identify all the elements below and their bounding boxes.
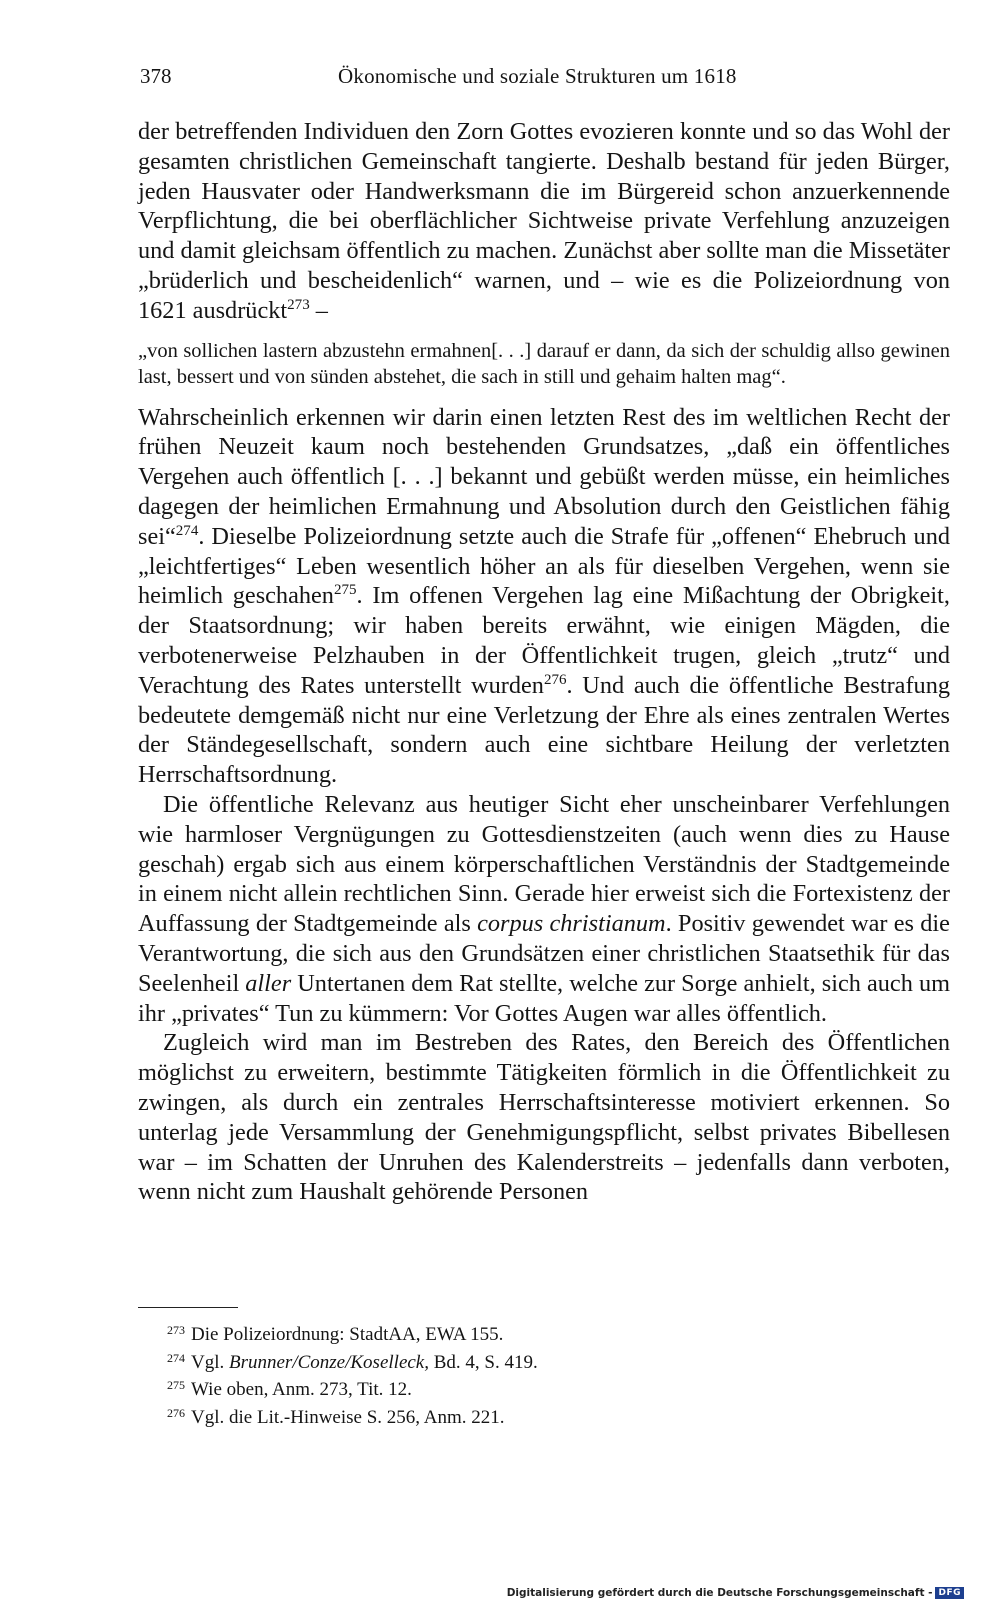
digitization-credit [507, 1587, 964, 1599]
block-quote: „von sollichen lastern abzustehn ermahnen[. . .] darauf er dann, da sich der schuldig allso gewinen last, bessert und von sünden abstehet, die sach in still und gehaim halten mag“. [138, 339, 950, 389]
footnote-number: 273 [167, 1323, 185, 1337]
footnote-ref-276[interactable]: 276 [543, 671, 567, 688]
footnote-276 [167, 1405, 927, 1433]
footnotes [167, 1322, 927, 1432]
footnote-274 [167, 1350, 927, 1378]
footnote-273 [167, 1322, 927, 1350]
paragraph-3-text-a: Die öffentliche Relevanz aus heutiger Sicht eher unscheinbarer Verfehlungen wie harmloser Vergnügungen zu Gottesdienstzeiten (auch wenn dies zu Hause geschah) ergab sich aus einem körperschaftlichen Verständnis der Stadtgemeinde in einem nicht allein rechtlichen Sinn. Gerade hier erweist sich die Fortexistenz der Auffassung der Stadtgemeinde als [138, 790, 950, 938]
paragraph-3-emphasis-aller: aller [245, 969, 292, 997]
paragraph-2-text-b: . Dieselbe Polizeiordnung setzte auch die Strafe für „offenen“ Ehebruch und „leichtfertiges“ Leben wesentlich höher an als für dieselben Vergehen, wenn sie heimlich geschahen [138, 522, 950, 610]
footnote-text-tail: Bd. 4, S. 419. [429, 1351, 538, 1373]
paragraph-1-text: der betreffenden Individuen den Zorn Gottes evozieren konnte und so das Wohl der gesamten christlichen Gemeinschaft tangierte. Deshalb bestand für jeden Bürger, jeden Hausvater oder Handwerksmann die im Bürgereid schon anzuerkennende Verpflichtung, die bei oberflächlicher Sichtweise private Verfehlung anzuzeigen und damit gleichsam öffentlich zu machen. Zunächst aber sollte man die Missetäter „brüderlich und bescheidenlich“ warnen, und – wie es die Polizeiordnung von 1621 ausdrückt [138, 118, 950, 324]
paragraph-3 [138, 790, 950, 1028]
paragraph-2-text-d: . Und auch die öffentliche Bestrafung bedeutete demgemäß nicht nur eine Verletzung der Ehre als eines zentralen Wertes der Ständegesellschaft, sondern auch eine sichtbare Heilung der verletzten Herrschaftsordnung. [138, 671, 950, 789]
page-number: 378 [140, 64, 172, 88]
footnote-number: 275 [167, 1378, 185, 1392]
footnote-text: Vgl. die Lit.-Hinweise S. 256, Anm. 221. [191, 1406, 505, 1428]
footnote-number: 274 [167, 1350, 185, 1365]
footnote-emphasis: Brunner/Conze/Koselleck, [229, 1351, 429, 1373]
paragraph-3-emphasis-corpus: corpus christianum [477, 910, 666, 938]
paragraph-4: Zugleich wird man im Bestreben des Rates, den Bereich des Öffentlichen möglichst zu erweitern, bestimmte Tätigkeiten förmlich in die Öffentlichkeit zu zwingen, als durch ein zentrales Herrschaftsinteresse motiviert erkennen. So unterlag jede Versammlung der Genehmigungspflicht, selbst privates Bibellesen war – im Schatten der Unruhen des Kalenderstreits – jedenfalls dann verboten, wenn nicht zum Haushalt gehörende Personen [138, 1029, 950, 1206]
footnote-number: 276 [167, 1405, 185, 1420]
dfg-logo-icon[interactable]: DFG [935, 1587, 964, 1599]
footnote-text: Wie oben, Anm. 273, Tit. 12. [191, 1379, 412, 1400]
footnote-275 [167, 1377, 927, 1405]
credit-text: Digitalisierung gefördert durch die Deutsche Forschungsgemeinschaft - [506, 1587, 933, 1599]
paragraph-1-dash: – [309, 296, 328, 324]
paragraph-3-text-c: Untertanen dem Rat stellte, welche zur Sorge anhielt, sich auch um ihr „privates“ Tun zu kümmern: Vor Gottes Augen war alles öffentlich. [138, 969, 950, 1027]
paragraph-3-text-b: . Positiv gewendet war es die Verantwortung, die sich aus den Grundsätzen einer christlichen Staatsethik für das Seelenheil [138, 910, 950, 997]
paragraph-1 [138, 117, 950, 326]
paragraph-2-text-c: . Im offenen Vergehen lag eine Mißachtung der Obrigkeit, der Staatsordnung; wir haben bereits erwähnt, wie einigen Mägden, die verbotenerweise Pelzhauben in der Öffentlichkeit trugen, gleich „trutz“ und Verachtung des Rates unterstellt wurden [138, 582, 950, 699]
running-title: Ökonomische und soziale Strukturen um 1618 [338, 64, 737, 88]
footnote-text: Die Polizeiordnung: StadtAA, EWA 155. [191, 1324, 504, 1345]
paragraph-2 [138, 403, 950, 790]
main-text [138, 117, 950, 1207]
footnote-ref-274[interactable]: 274 [175, 522, 199, 539]
paragraph-2-text-a: Wahrscheinlich erkennen wir darin einen letzten Rest des im weltlichen Recht der frühen Neuzeit kaum noch bestehenden Grundsatzes, „daß ein öffentliches Vergehen auch öffentlich [. . .] bekannt und gebüßt werden müsse, ein heimliches dagegen der heimlichen Ermahnung und Absolution durch den Geistlichen fähig sei“ [138, 403, 950, 550]
footnote-ref-275[interactable]: 275 [333, 582, 357, 599]
footnote-ref-273[interactable]: 273 [287, 296, 310, 313]
footnote-text: Vgl. [191, 1351, 229, 1373]
footnote-divider [138, 1307, 238, 1308]
